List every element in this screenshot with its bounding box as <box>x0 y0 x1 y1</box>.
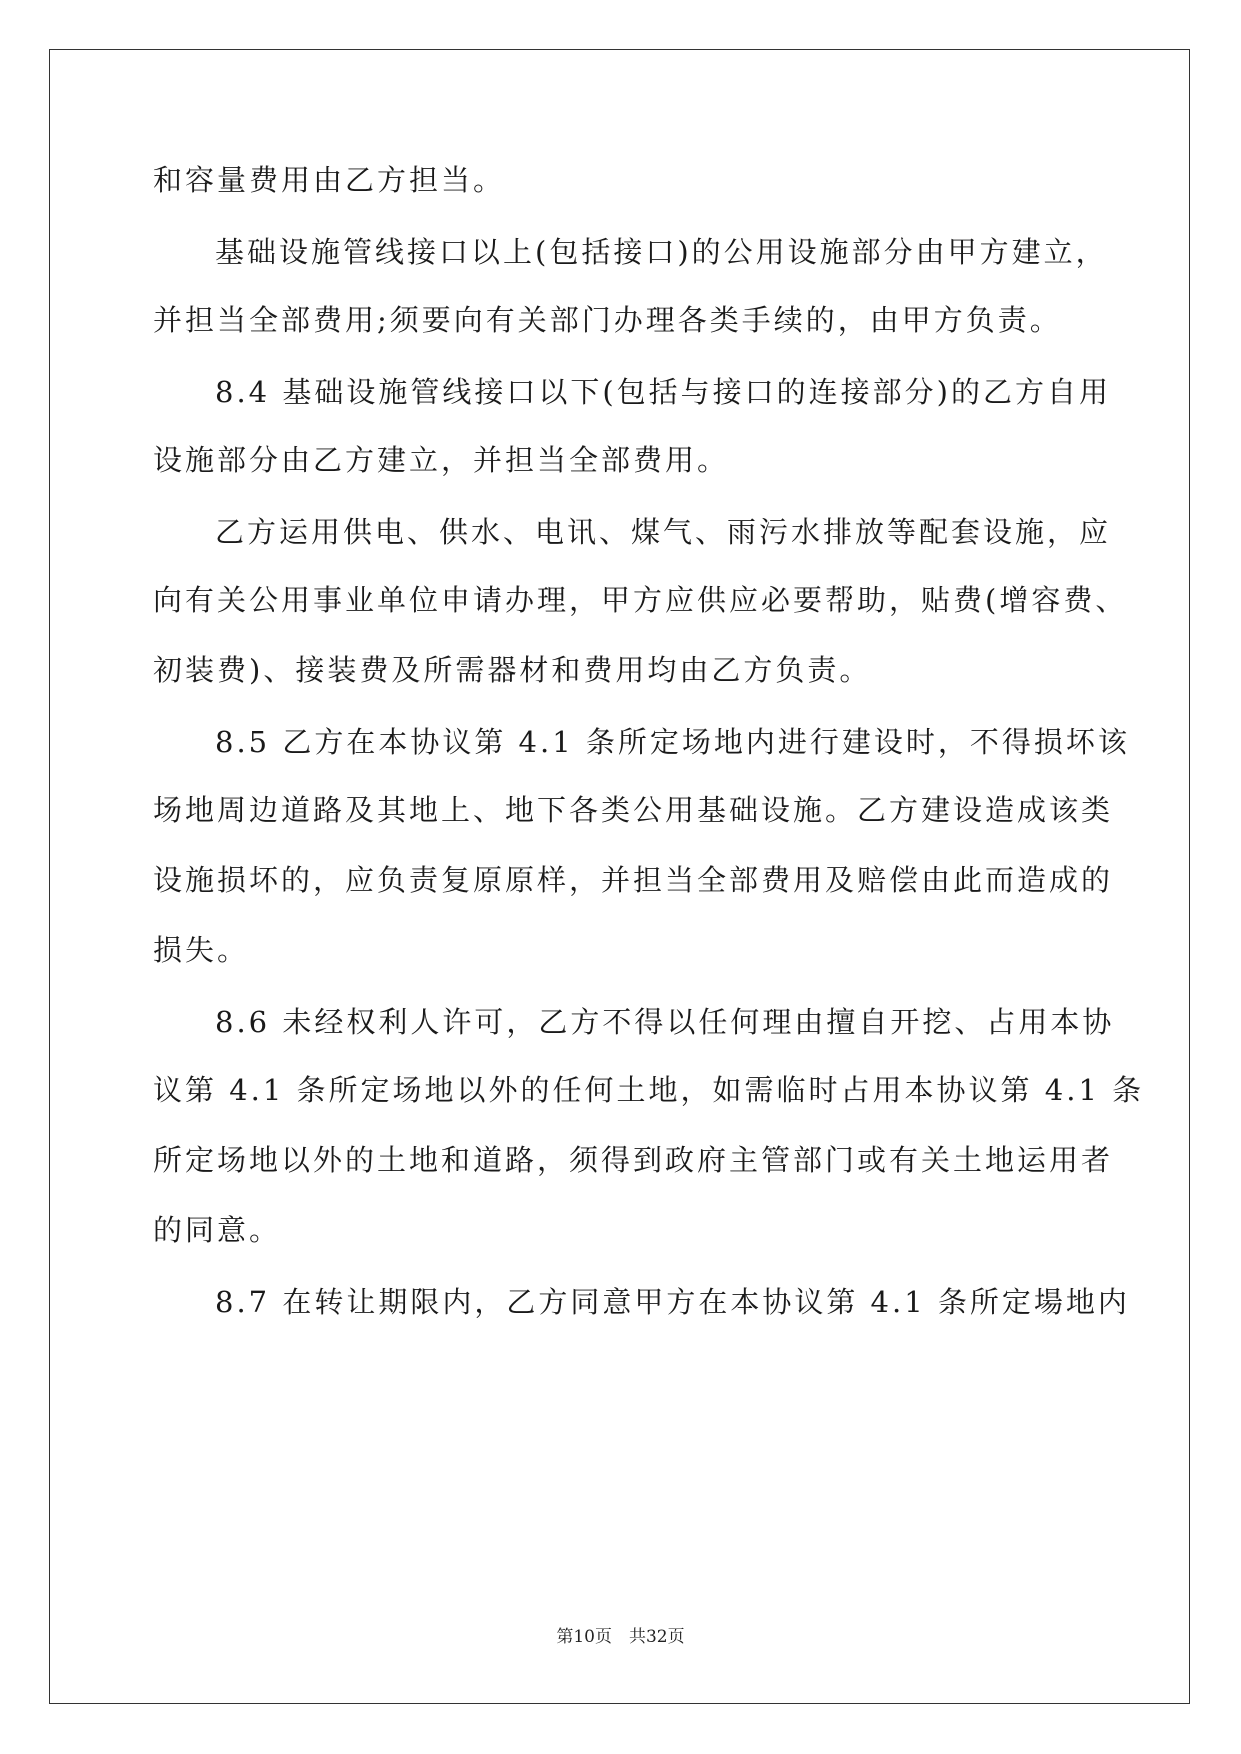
text-line: 乙方运用供电、供水、电讯、煤气、雨污水排放等配套设施，应 <box>215 515 1112 549</box>
text-line: 向有关公用事业单位申请办理，甲方应供应必要帮助，贴费(增容费、 <box>153 583 1128 617</box>
text-line: 场地周边道路及其地上、地下各类公用基础设施。乙方建设造成该类 <box>153 793 1114 827</box>
text-line: 议第 4.1 条所定场地以外的任何土地，如需临时占用本协议第 4.1 条 <box>153 1073 1145 1107</box>
text-line: 设施损坏的，应负责复原原样，并担当全部费用及赔偿由此而造成的 <box>153 863 1114 897</box>
text-line: 和容量费用由乙方担当。 <box>153 163 506 197</box>
text-line: 的同意。 <box>153 1213 282 1247</box>
text-line: 8.5 乙方在本协议第 4.1 条所定场地内进行建设时，不得损坏该 <box>215 725 1130 759</box>
text-line: 8.7 在转让期限内，乙方同意甲方在本协议第 4.1 条所定場地内 <box>215 1285 1130 1319</box>
text-line: 基础设施管线接口以上(包括接口)的公用设施部分由甲方建立， <box>215 235 1108 269</box>
text-line: 所定场地以外的土地和道路，须得到政府主管部门或有关土地运用者 <box>153 1143 1114 1177</box>
text-line: 并担当全部费用;须要向有关部门办理各类手续的，由甲方负责。 <box>153 303 1062 337</box>
page-number: 第10页 共32页 <box>556 1627 685 1647</box>
text-line: 初装费)、接装费及所需器材和费用均由乙方负责。 <box>153 653 872 687</box>
text-line: 损失。 <box>153 933 250 967</box>
text-line: 设施部分由乙方建立，并担当全部费用。 <box>153 443 730 477</box>
text-line: 8.6 未经权利人许可，乙方不得以任何理由擅自开挖、占用本协 <box>215 1005 1115 1039</box>
text-line: 8.4 基础设施管线接口以下(包括与接口的连接部分)的乙方自用 <box>215 375 1111 409</box>
